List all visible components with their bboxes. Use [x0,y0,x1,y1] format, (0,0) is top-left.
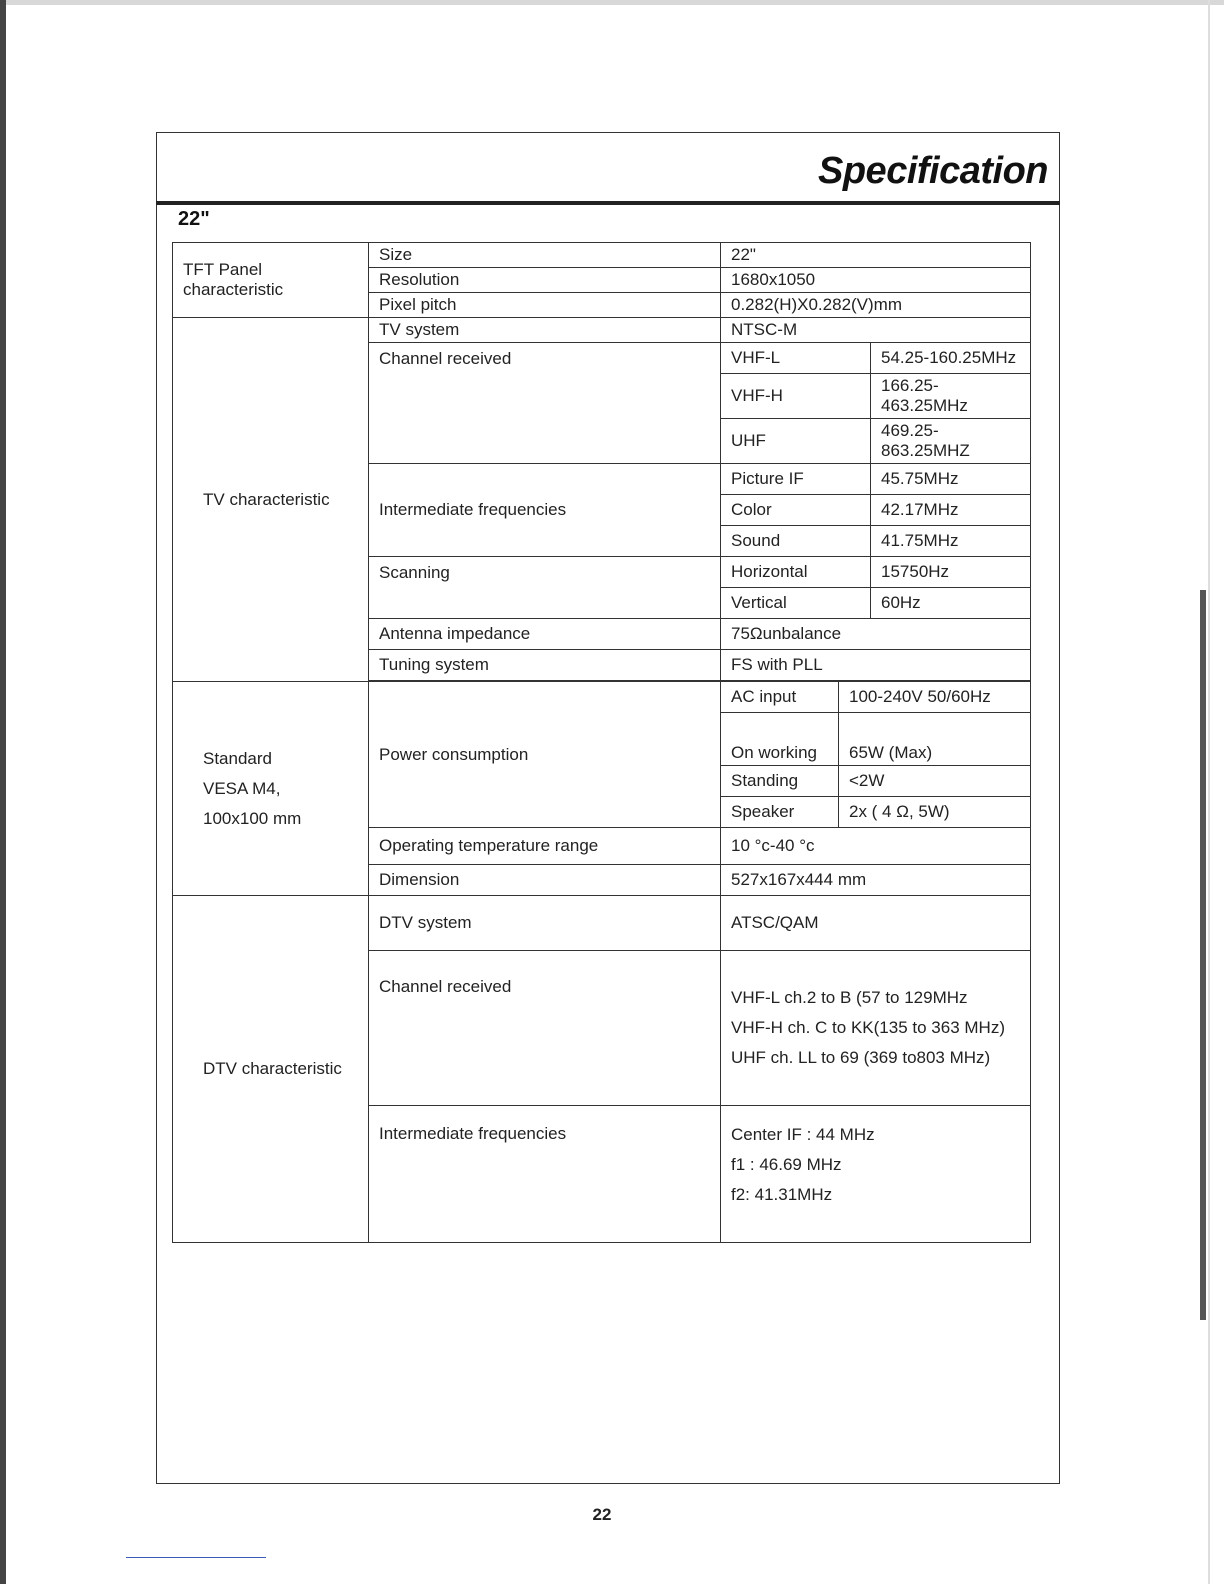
tv-tuning-value: FS with PLL [721,650,1031,681]
standard-line-3: 100x100 mm [203,808,302,828]
dimension-label: Dimension [369,865,721,896]
tft-size-label: Size [369,243,721,268]
page-right-shadow [1208,0,1210,1584]
tv-picture-label: Picture IF [721,464,871,495]
table-row [173,896,1031,951]
tv-uhf-label: UHF [721,419,871,464]
tft-size-value: 22" [721,243,1031,268]
tv-color-value: 42.17MHz [871,495,1031,526]
dtv-if-line-1: Center IF : 44 MHz [731,1125,875,1144]
ac-input-label: AC input [721,682,839,713]
dtv-channel-label: Channel received [369,951,721,1106]
page-top-edge [0,0,1224,5]
tft-pixel-value: 0.282(H)X0.282(V)mm [721,293,1031,318]
tv-picture-value: 45.75MHz [871,464,1031,495]
tft-resolution-label: Resolution [369,268,721,293]
page-number: 22 [592,1505,612,1524]
tv-horizontal-label: Horizontal [721,557,871,588]
page-left-edge [0,0,6,1584]
tft-pixel-label: Pixel pitch [369,293,721,318]
tv-tuning-label: Tuning system [369,650,721,681]
tv-horizontal-value: 15750Hz [871,557,1031,588]
size-heading: 22" [178,208,210,230]
dimension-value: 527x167x444 mm [721,865,1031,896]
power-label: Power consumption [369,682,721,828]
tv-vertical-label: Vertical [721,588,871,619]
standard-category [173,682,369,896]
standard-line-1: Standard [203,748,272,768]
tv-scanning-label: Scanning [369,557,721,619]
dtv-if-line-3: f2: 41.31MHz [731,1185,833,1204]
tft-category: TFT Panel characteristic [173,243,369,318]
table-row [173,243,1031,268]
tv-vertical-value: 60Hz [871,588,1031,619]
temperature-label: Operating temperature range [369,828,721,865]
dtv-if-line-2: f1 : 46.69 MHz [731,1155,842,1174]
bottom-rule [126,1557,266,1558]
speaker-label: Speaker [721,797,839,828]
tv-antenna-label: Antenna impedance [369,619,721,650]
tv-color-label: Color [721,495,871,526]
dtv-if-label: Intermediate frequencies [369,1106,721,1243]
speaker-value: 2x ( 4 Ω, 5W) [839,797,1031,828]
tv-system-label: TV system [369,318,721,343]
page-title: Specification [818,150,1048,192]
tv-channel-label: Channel received [369,343,721,464]
header-rule [156,201,1060,205]
tv-sound-value: 41.75MHz [871,526,1031,557]
table-row [173,682,1031,713]
dtv-channel-line-1: VHF-L ch.2 to B (57 to 129MHz [731,988,968,1007]
dtv-category: DTV characteristic [173,896,369,1243]
standing-label: Standing [721,766,839,797]
tv-if-label: Intermediate frequencies [369,464,721,557]
tv-vhfh-value: 166.25-463.25MHz [871,374,1031,419]
dtv-system-value: ATSC/QAM [721,896,1031,951]
tv-vhfl-label: VHF-L [721,343,871,374]
tv-uhf-value: 469.25-863.25MHZ [871,419,1031,464]
tv-system-value: NTSC-M [721,318,1031,343]
dtv-channel-line-3: UHF ch. LL to 69 (369 to803 MHz) [731,1048,991,1067]
tft-resolution-value: 1680x1050 [721,268,1031,293]
standing-value: <2W [839,766,1031,797]
ac-input-value: 100-240V 50/60Hz [839,682,1031,713]
tv-antenna-value: 75Ωunbalance [721,619,1031,650]
tv-sound-label: Sound [721,526,871,557]
tv-vhfl-value: 54.25-160.25MHz [871,343,1031,374]
on-working-label: On working [721,713,839,766]
dtv-channel-line-2: VHF-H ch. C to KK(135 to 363 MHz) [731,1018,1005,1037]
dtv-if-values [721,1106,1031,1243]
standard-line-2: VESA M4, [203,778,281,798]
table-row [173,318,1031,343]
tv-category: TV characteristic [173,318,369,682]
on-working-value: 65W (Max) [839,713,1031,766]
temperature-value: 10 °c-40 °c [721,828,1031,865]
specification-table [172,242,1031,1243]
tv-vhfh-label: VHF-H [721,374,871,419]
page-right-edge [1200,590,1206,1320]
dtv-system-label: DTV system [369,896,721,951]
dtv-channel-values [721,951,1031,1106]
